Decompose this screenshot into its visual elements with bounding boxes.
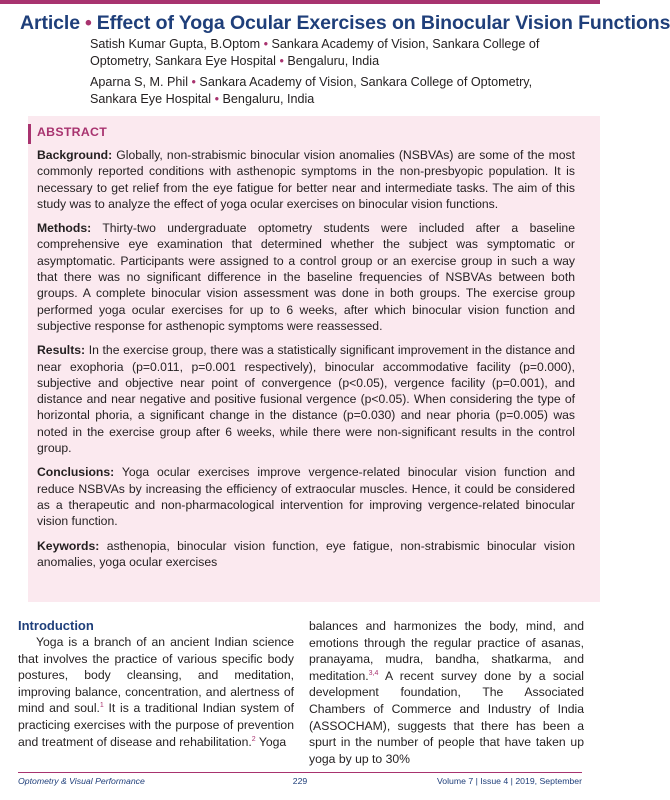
intro-text-2: It is a traditional Indian system of practicing exercises with the purpose of prevention and treatment of disease and rehabilitation. — [18, 701, 294, 749]
introduction-heading: Introduction — [18, 618, 94, 633]
author-entry — [90, 74, 580, 108]
methods-label: Methods: — [37, 221, 92, 236]
results-label: Results: — [37, 343, 86, 358]
intro-text-1: Yoga is a branch of an ancient Indian science that involves the practice of various specific body postures, body cleansing, and meditation, improving balance, concentration, and alertness of mind and soul. — [18, 635, 294, 716]
conclusions-text: Yoga ocular exercises improve vergence-related binocular vision function and reduce NSBVAs by increasing the efficiency of extraocular muscles. Hence, it could be considered as a therapeutic and non-pharmacological intervention for improving vergence-related binocular vision function. — [37, 465, 575, 529]
intro-text-4: balances and harmonizes the body, mind, and emotions through the regular practice of asanas, pranayama, mudra, bandha, shatkarma, and meditation. — [309, 619, 584, 683]
abstract-conclusions — [37, 464, 575, 529]
keywords-text: asthenopia, binocular vision function, eye fatigue, non-strabismic binocular vision anomalies, yoga ocular exercises — [37, 538, 575, 569]
abstract-background — [37, 147, 575, 212]
results-text: In the exercise group, there was a statistically significant improvement in the distance and near exophoria (p=0.011, p=0.001 respectively), binocular accommodative facility (p=0.000), subjective and objective near point of convergence (p<0.05), vergence facility (p=0.001), and distance and near negative and positive fusional vergence (p<0.05). When considering the type of horizontal phoria, a significant change in the distance (p=0.030) and near phoria (p=0.005) was noted in the exercise group after 6 weeks, while there were non-significant results in the control group. — [37, 343, 575, 456]
introduction-column-2 — [309, 618, 584, 767]
abstract-methods — [37, 220, 575, 334]
author-separator: • — [191, 75, 196, 89]
author-separator: • — [214, 92, 220, 106]
background-text: Globally, non-strabismic binocular vision anomalies (NSBVAs) are some of the most commonly reported conditions with asthenopic symptoms in the non-presbyopic population. It is necessary to get relief from the eye fatigue for better near and intermediate tasks. The aim of this study was to analyze the effect of yoga ocular exercises on binocular vision functions. — [37, 148, 575, 211]
author-entry — [90, 36, 580, 70]
page-number: 229 — [292, 776, 308, 786]
author-affiliation: Sankara Academy of Vision, Sankara College of Optometry, Sankara Eye Hospital — [90, 75, 533, 106]
author-location: Bengaluru, India — [287, 54, 380, 68]
introduction-column-1 — [18, 634, 294, 750]
article-title-line — [20, 12, 670, 35]
citation-ref[interactable]: 2 — [251, 735, 256, 743]
citation-ref[interactable]: 1 — [99, 702, 104, 710]
author-separator: • — [279, 54, 284, 68]
intro-text-3: Yoga — [255, 734, 287, 749]
author-name: Aparna S, M. Phil — [90, 75, 188, 89]
abstract-box — [28, 116, 600, 602]
intro-text-5: A recent survey done by a social development foundation, The Associated Chambers of Commerce and Industry of India (ASSOCHAM), suggests that there has been a spurt in the number of people that have taken up yoga by up to 30% — [309, 668, 584, 766]
header-accent-rule — [0, 0, 600, 4]
footer-rule — [18, 772, 582, 773]
abstract-heading: ABSTRACT — [37, 125, 108, 139]
author-affiliation: Sankara Academy of Vision, Sankara College of Optometry, Sankara Eye Hospital — [90, 37, 540, 68]
abstract-keywords — [37, 538, 575, 571]
conclusions-label: Conclusions: — [37, 465, 115, 480]
author-name: Satish Kumar Gupta, B.Optom — [90, 37, 261, 51]
keywords-label: Keywords: — [37, 538, 100, 553]
background-label: Background: — [37, 148, 113, 162]
methods-text: Thirty-two undergraduate optometry students were included after a baseline comprehensive eye examination that determined whether the subject was symptomatic or asymptomatic. Participants were assigned to a control group or an exercise group in such a way that there was no significant difference in the baseline frequencies of NSBVAs between both groups. A complete binocular vision assessment was done in both groups. The exercise group performed yoga ocular exercises for up to 6 weeks, after which binocular vision function and subjective response for asthenopic symptoms were reassessed. — [37, 221, 575, 333]
article-title: Effect of Yoga Ocular Exercises on Binocular Vision Functions — [96, 12, 670, 34]
author-location: Bengaluru, India — [222, 92, 315, 106]
abstract-results — [37, 342, 575, 456]
citation-ref[interactable]: 3,4 — [368, 669, 379, 677]
title-bullet: • — [85, 12, 92, 34]
author-separator: • — [263, 37, 269, 51]
article-label: Article — [20, 12, 80, 34]
author-list — [90, 36, 580, 112]
issue-info: Volume 7 | Issue 4 | 2019, September — [436, 776, 582, 786]
journal-name: Optometry & Visual Performance — [18, 776, 145, 786]
abstract-accent-bar — [28, 124, 31, 144]
